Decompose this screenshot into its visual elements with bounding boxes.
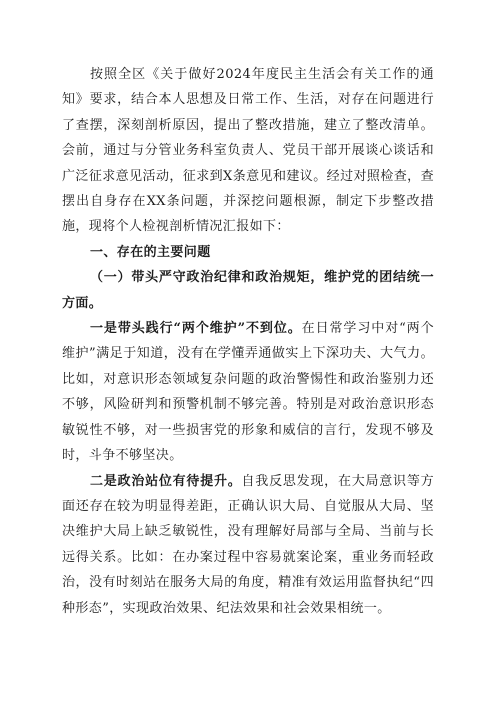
- subsection-heading: （一）带头严守政治纪律和政治规矩，维护党的团结统一方面。: [62, 270, 434, 311]
- intro-paragraph: 按照全区《关于做好2024年度民主生活会有关工作的通知》要求，结合本人思想及日常工作、生活，对存在问题进行了查摆，深刻剖析原因，提出了整改措施，建立了整改清单。会前，通过与分管业务科室负责人、党员干部开展谈心谈话和广泛征求意见活动，征求到X条意见和建议。经过对照检查，查摆出自身存在XX条问题，并深挖问题根源，制定下步整改措施，现将个人检视剖析情况汇报如下：: [62, 67, 434, 235]
- document-body: [62, 62, 434, 621]
- item-two-lead: 二是政治站位有待提升。: [90, 473, 242, 489]
- section-heading: 一、存在的主要问题: [90, 244, 211, 260]
- item-one-body: 在日常学习中对“两个维护”满足于知道，没有在学懂弄通做实上下深功夫、大气力。比如，对意识形态领域复杂问题的政治警惕性和政治鉴别力还不够，风险研判和预警机制不够完善。特别是对政治意识形态敏锐性不够，对一些损害党的形象和威信的言行，发现不够及时，斗争不够坚决。: [62, 321, 434, 464]
- item-one-paragraph: [62, 316, 434, 468]
- item-two-paragraph: [62, 469, 434, 621]
- item-two-body: 自我反思发现，在大局意识等方面还存在较为明显得差距，正确认识大局、自觉服从大局、坚决维护大局上缺乏敏锐性，没有理解好局部与全局、当前与长远得关系。比如：在办案过程中容易就案论案，重业务而轻政治，没有时刻站在服务大局的角度，精准有效运用监督执纪“四种形态”，实现政治效果、纪法效果和社会效果相统一。: [62, 473, 434, 616]
- item-one-lead: 一是带头践行“两个维护”不到位。: [90, 321, 302, 337]
